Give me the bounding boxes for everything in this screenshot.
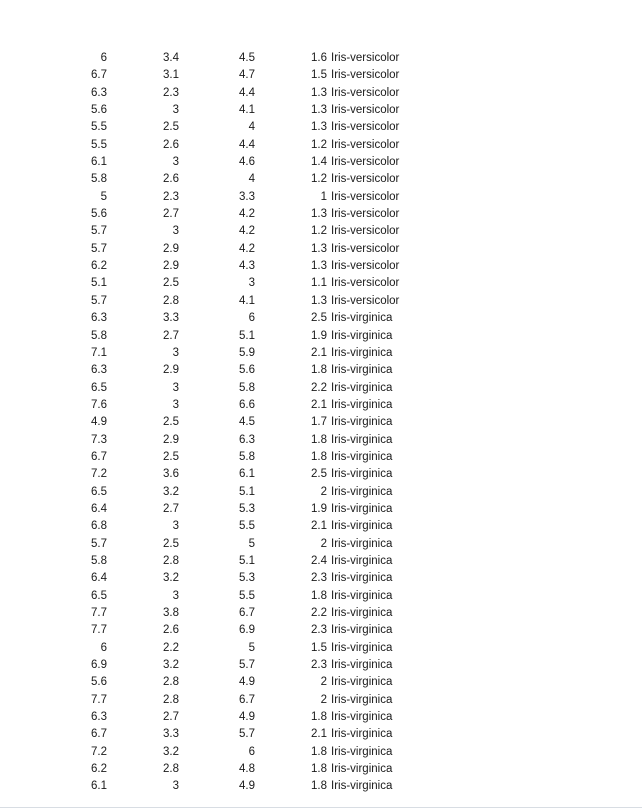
table-row [0,744,642,761]
species-label: Iris-versicolor [331,190,400,203]
col-4-value: 1.3 [311,260,327,273]
col-4-value: 1.8 [311,780,327,793]
species-label: Iris-virginica [331,589,393,602]
col-4-value: 2.5 [311,468,327,481]
table-row [0,362,642,379]
table-row [0,154,642,171]
col-1-value: 5.6 [91,208,107,221]
col-4-value: 1 [320,190,327,203]
col-1-value: 7.6 [91,398,107,411]
col-1-value: 6 [100,52,107,64]
col-4-value: 1.3 [311,121,327,134]
col-2-value: 2.6 [163,138,179,151]
col-3-value: 6.7 [239,607,255,619]
col-2-value: 3 [172,104,179,117]
col-4-value: 1.8 [311,450,327,463]
species-label: Iris-virginica [331,312,393,325]
col-4-value: 1.1 [311,277,327,290]
col-3-value: 5.8 [239,450,255,463]
col-1-value: 6.7 [91,450,107,463]
table-row [0,536,642,553]
species-label: Iris-virginica [331,537,393,550]
table-row [0,85,642,102]
species-label: Iris-versicolor [331,277,400,290]
col-4-value: 2.1 [311,398,327,411]
table-row [0,310,642,327]
table-row [0,50,642,67]
col-2-value: 3 [172,398,179,411]
col-1-value: 6.3 [91,711,107,724]
species-label: Iris-virginica [331,520,393,533]
species-label: Iris-virginica [331,485,393,498]
table-row [0,67,642,84]
species-label: Iris-virginica [331,398,393,411]
col-3-value: 3 [248,277,255,290]
col-2-value: 2.7 [163,329,179,342]
col-3-value: 5.7 [239,659,255,672]
col-4-value: 1.9 [311,329,327,342]
table-row [0,241,642,258]
col-2-value: 2.5 [163,537,179,550]
col-1-value: 5.8 [91,329,107,342]
col-2-value: 2.2 [163,641,179,654]
col-2-value: 3.8 [163,607,179,619]
table-row [0,414,642,431]
col-3-value: 5.3 [239,502,255,515]
species-label: Iris-versicolor [331,138,400,151]
col-3-value: 4.9 [239,676,255,689]
table-row [0,380,642,397]
species-label: Iris-virginica [331,763,393,776]
species-label: Iris-versicolor [331,173,400,186]
col-1-value: 5.7 [91,242,107,255]
col-1-value: 6.5 [91,381,107,394]
col-4-value: 2.5 [311,312,327,325]
col-3-value: 5.5 [239,589,255,602]
col-4-value: 2.4 [311,554,327,567]
col-3-value: 4.9 [239,780,255,793]
species-label: Iris-versicolor [331,104,400,117]
col-4-value: 2 [320,485,327,498]
col-4-value: 2.3 [311,624,327,637]
table-row [0,449,642,466]
col-4-value: 1.2 [311,138,327,151]
col-2-value: 2.7 [163,711,179,724]
col-4-value: 1.2 [311,225,327,238]
col-1-value: 6.7 [91,728,107,741]
col-3-value: 4 [248,121,255,134]
species-label: Iris-virginica [331,572,393,585]
col-2-value: 3 [172,381,179,394]
col-4-value: 1.7 [311,416,327,429]
col-2-value: 2.9 [163,260,179,273]
col-2-value: 2.9 [163,433,179,446]
col-2-value: 3.4 [163,52,179,64]
col-4-value: 1.3 [311,294,327,307]
col-3-value: 4.4 [239,86,255,99]
col-1-value: 5.7 [91,537,107,550]
col-2-value: 2.3 [163,86,179,99]
table-row [0,570,642,587]
table-row [0,709,642,726]
species-label: Iris-versicolor [331,121,400,134]
species-label: Iris-virginica [331,659,393,672]
col-3-value: 5.5 [239,520,255,533]
col-4-value: 1.8 [311,589,327,602]
species-label: Iris-versicolor [331,156,400,169]
species-label: Iris-versicolor [331,52,400,64]
col-1-value: 7.2 [91,745,107,758]
col-2-value: 2.8 [163,763,179,776]
col-1-value: 5.6 [91,676,107,689]
col-4-value: 1.8 [311,364,327,377]
col-1-value: 6.2 [91,763,107,776]
table-row [0,605,642,622]
col-1-value: 5.8 [91,554,107,567]
table-row [0,692,642,709]
species-label: Iris-versicolor [331,242,400,255]
col-4-value: 1.4 [311,156,327,169]
col-4-value: 1.8 [311,433,327,446]
table-row [0,171,642,188]
col-1-value: 5.7 [91,294,107,307]
species-label: Iris-virginica [331,502,393,515]
table-row [0,102,642,119]
col-4-value: 2.1 [311,520,327,533]
col-4-value: 1.3 [311,86,327,99]
col-3-value: 6.1 [239,468,255,481]
col-1-value: 7.1 [91,346,107,359]
table-row [0,223,642,240]
col-3-value: 4.8 [239,763,255,776]
species-label: Iris-virginica [331,607,393,619]
table-row [0,119,642,136]
col-2-value: 2.9 [163,364,179,377]
table-row [0,275,642,292]
species-label: Iris-virginica [331,346,393,359]
table-row [0,588,642,605]
species-label: Iris-virginica [331,624,393,637]
col-1-value: 6 [100,641,107,654]
table-row [0,640,642,657]
col-2-value: 3.2 [163,485,179,498]
col-3-value: 6.9 [239,624,255,637]
col-1-value: 5.8 [91,173,107,186]
col-2-value: 2.5 [163,416,179,429]
col-3-value: 4.3 [239,260,255,273]
col-3-value: 5 [248,641,255,654]
table-row [0,778,642,795]
col-2-value: 3.2 [163,745,179,758]
col-3-value: 4.5 [239,52,255,64]
table-row [0,466,642,483]
col-2-value: 2.8 [163,554,179,567]
col-4-value: 1.3 [311,208,327,221]
table-row [0,258,642,275]
col-4-value: 2 [320,676,327,689]
col-4-value: 1.5 [311,69,327,82]
col-4-value: 1.8 [311,711,327,724]
col-2-value: 3 [172,156,179,169]
table-row [0,484,642,501]
species-label: Iris-virginica [331,433,393,446]
col-2-value: 3 [172,520,179,533]
col-4-value: 1.3 [311,242,327,255]
col-4-value: 1.8 [311,763,327,776]
col-3-value: 4.2 [239,225,255,238]
col-1-value: 5.5 [91,138,107,151]
table-row [0,518,642,535]
col-3-value: 3.3 [239,190,255,203]
col-3-value: 5.1 [239,329,255,342]
col-4-value: 2 [320,537,327,550]
col-3-value: 5.1 [239,485,255,498]
col-2-value: 3 [172,780,179,793]
col-2-value: 2.6 [163,624,179,637]
col-4-value: 1.8 [311,745,327,758]
col-3-value: 4.6 [239,156,255,169]
col-2-value: 2.8 [163,294,179,307]
col-4-value: 2.2 [311,381,327,394]
col-2-value: 3.2 [163,659,179,672]
species-label: Iris-virginica [331,676,393,689]
species-label: Iris-virginica [331,745,393,758]
table-row [0,206,642,223]
col-1-value: 7.7 [91,693,107,706]
species-label: Iris-versicolor [331,260,400,273]
table-row [0,328,642,345]
col-3-value: 6 [248,312,255,325]
species-label: Iris-virginica [331,468,393,481]
col-3-value: 4.4 [239,138,255,151]
col-1-value: 6.3 [91,86,107,99]
species-label: Iris-virginica [331,364,393,377]
species-label: Iris-versicolor [331,208,400,221]
col-2-value: 3.1 [163,69,179,82]
col-4-value: 1.6 [311,52,327,64]
col-2-value: 2.8 [163,693,179,706]
col-3-value: 4.2 [239,242,255,255]
col-1-value: 6.4 [91,572,107,585]
species-label: Iris-virginica [331,450,393,463]
table-row [0,137,642,154]
table-row [0,345,642,362]
col-1-value: 5.1 [91,277,107,290]
col-3-value: 6 [248,745,255,758]
col-4-value: 1.2 [311,173,327,186]
species-label: Iris-virginica [331,381,393,394]
col-4-value: 1.3 [311,104,327,117]
species-label: Iris-virginica [331,780,393,793]
col-1-value: 5.6 [91,104,107,117]
species-label: Iris-versicolor [331,86,400,99]
col-1-value: 7.7 [91,624,107,637]
col-1-value: 6.3 [91,364,107,377]
col-3-value: 4.9 [239,711,255,724]
col-2-value: 2.3 [163,190,179,203]
col-4-value: 2.1 [311,346,327,359]
col-1-value: 7.7 [91,607,107,619]
col-1-value: 5.7 [91,225,107,238]
col-3-value: 4 [248,173,255,186]
species-label: Iris-versicolor [331,294,400,307]
col-2-value: 2.5 [163,450,179,463]
col-1-value: 5 [100,190,107,203]
table-row [0,674,642,691]
col-3-value: 6.7 [239,693,255,706]
species-label: Iris-virginica [331,693,393,706]
col-2-value: 3.2 [163,572,179,585]
col-2-value: 2.7 [163,208,179,221]
col-2-value: 3 [172,589,179,602]
col-2-value: 3 [172,225,179,238]
species-label: Iris-virginica [331,329,393,342]
col-2-value: 3.6 [163,468,179,481]
col-1-value: 6.4 [91,502,107,515]
col-3-value: 4.2 [239,208,255,221]
col-3-value: 5.3 [239,572,255,585]
col-4-value: 1.5 [311,641,327,654]
col-4-value: 2.3 [311,659,327,672]
col-1-value: 4.9 [91,416,107,429]
col-4-value: 2.1 [311,728,327,741]
col-1-value: 6.2 [91,260,107,273]
col-3-value: 5 [248,537,255,550]
species-label: Iris-virginica [331,554,393,567]
species-label: Iris-virginica [331,641,393,654]
data-table [0,50,642,796]
col-2-value: 2.6 [163,173,179,186]
col-2-value: 3.3 [163,312,179,325]
col-1-value: 5.5 [91,121,107,134]
col-1-value: 6.1 [91,780,107,793]
col-1-value: 6.1 [91,156,107,169]
table-row [0,432,642,449]
col-3-value: 5.6 [239,364,255,377]
table-row [0,622,642,639]
col-4-value: 2 [320,693,327,706]
col-2-value: 2.5 [163,277,179,290]
col-2-value: 2.8 [163,676,179,689]
col-1-value: 6.3 [91,312,107,325]
col-3-value: 5.7 [239,728,255,741]
col-1-value: 6.7 [91,69,107,82]
col-3-value: 5.1 [239,554,255,567]
col-3-value: 6.6 [239,398,255,411]
table-row [0,761,642,778]
col-1-value: 6.5 [91,485,107,498]
col-2-value: 3.3 [163,728,179,741]
col-3-value: 4.5 [239,416,255,429]
table-row [0,293,642,310]
species-label: Iris-virginica [331,728,393,741]
table-row [0,657,642,674]
col-4-value: 2.3 [311,572,327,585]
col-1-value: 7.2 [91,468,107,481]
species-label: Iris-versicolor [331,225,400,238]
col-1-value: 6.5 [91,589,107,602]
species-label: Iris-virginica [331,416,393,429]
species-label: Iris-virginica [331,711,393,724]
col-2-value: 2.7 [163,502,179,515]
col-1-value: 7.3 [91,433,107,446]
table-row [0,501,642,518]
col-3-value: 5.9 [239,346,255,359]
table-row [0,553,642,570]
col-4-value: 1.9 [311,502,327,515]
table-row [0,189,642,206]
col-2-value: 3 [172,346,179,359]
col-4-value: 2.2 [311,607,327,619]
table-row [0,397,642,414]
col-1-value: 6.9 [91,659,107,672]
col-2-value: 2.5 [163,121,179,134]
col-3-value: 5.8 [239,381,255,394]
col-3-value: 4.1 [239,294,255,307]
table-row [0,726,642,743]
col-2-value: 2.9 [163,242,179,255]
col-3-value: 4.1 [239,104,255,117]
page-bottom-divider [0,807,642,808]
col-3-value: 6.3 [239,433,255,446]
species-label: Iris-versicolor [331,69,400,82]
col-1-value: 6.8 [91,520,107,533]
col-3-value: 4.7 [239,69,255,82]
